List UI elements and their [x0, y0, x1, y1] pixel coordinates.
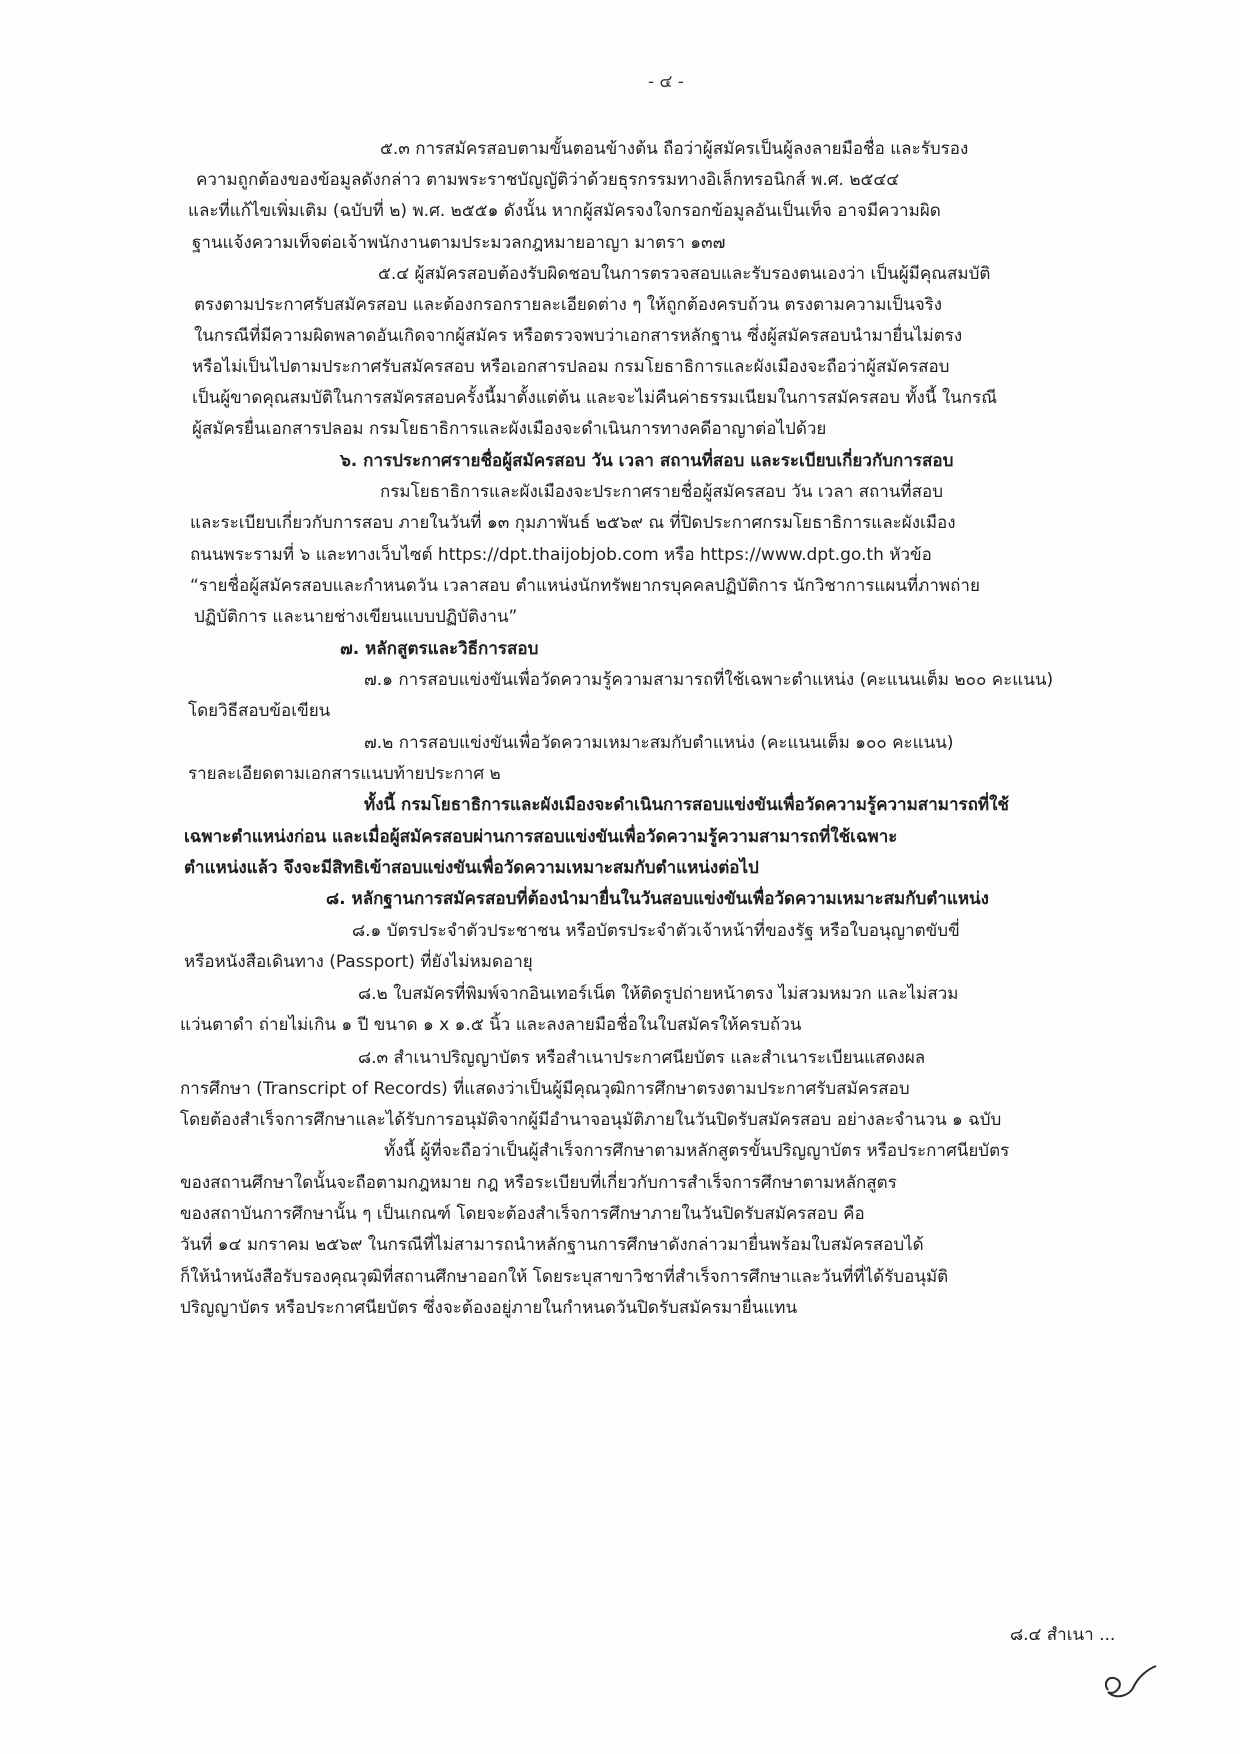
text-line: โดยต้องสำเร็จการศึกษาและได้รับการอนุมัติจากผู้มีอำนาจอนุมัติภายในวันปิดรับสมัครสอบ อย่างละจำนวน ๑ ฉบับ — [180, 1110, 1002, 1130]
text-line: รายละเอียดตามเอกสารแนบท้ายประกาศ ๒ — [188, 764, 501, 784]
text-line: ทั้งนี้ ผู้ที่จะถือว่าเป็นผู้สำเร็จการศึกษาตามหลักสูตรขั้นปริญญาบัตร หรือประกาศนียบัตร — [384, 1141, 1010, 1161]
continuation-note: ๘.๔ สำเนา ... — [1010, 1625, 1116, 1645]
text-line: ปฏิบัติการ และนายช่างเขียนแบบปฏิบัติงาน” — [194, 607, 518, 627]
text-line: ๕.๔ ผู้สมัครสอบต้องรับผิดชอบในการตรวจสอบและรับรองตนเองว่า เป็นผู้มีคุณสมบัติ — [378, 264, 991, 284]
text-line: ทั้งนี้ กรมโยธาธิการและผังเมืองจะดำเนินการสอบแข่งขันเพื่อวัดความรู้ความสามารถที่ใช้ — [364, 795, 1009, 815]
text-line: ผู้สมัครยื่นเอกสารปลอม กรมโยธาธิการและผังเมืองจะดำเนินการทางคดีอาญาต่อไปด้วย — [192, 419, 827, 439]
text-line: ๗.๑ การสอบแข่งขันเพื่อวัดความรู้ความสามารถที่ใช้เฉพาะตำแหน่ง (คะแนนเต็ม ๒๐๐ คะแนน) — [364, 670, 1054, 690]
text-line: ฐานแจ้งความเท็จต่อเจ้าพนักงานตามประมวลกฎหมายอาญา มาตรา ๑๓๗ — [192, 233, 726, 253]
text-line: ๕.๓ การสมัครสอบตามขั้นตอนข้างต้น ถือว่าผู้สมัครเป็นผู้ลงลายมือชื่อ และรับรอง — [380, 139, 969, 159]
text-line: “รายชื่อผู้สมัครสอบและกำหนดวัน เวลาสอบ ตำแหน่งนักทรัพยากรบุคคลปฏิบัติการ นักวิชาการแผนที่ภาพถ่าย — [190, 576, 980, 596]
text-line: โดยวิธีสอบข้อเขียน — [188, 701, 331, 721]
text-line: ความถูกต้องของข้อมูลดังกล่าว ตามพระราชบัญญัติว่าด้วยธุรกรรมทางอิเล็กทรอนิกส์ พ.ศ. ๒๕๔๔ — [196, 170, 900, 190]
text-line: การศึกษา (Transcript of Records) ที่แสดงว่าเป็นผู้มีคุณวุฒิการศึกษาตรงตามประกาศรับสมัครสอบ — [180, 1079, 910, 1099]
handwritten-initials — [1100, 1660, 1160, 1704]
text-line: ๖. การประกาศรายชื่อผู้สมัครสอบ วัน เวลา สถานที่สอบ และระเบียบเกี่ยวกับการสอบ — [340, 451, 954, 471]
text-line: ของสถานศึกษาใดนั้นจะถือตามกฎหมาย กฎ หรือระเบียบที่เกี่ยวกับการสำเร็จการศึกษาตามหลักสูตร — [180, 1173, 897, 1193]
text-line: และระเบียบเกี่ยวกับการสอบ ภายในวันที่ ๑๓ กุมภาพันธ์ ๒๕๖๙ ณ ที่ปิดประกาศกรมโยธาธิการและผังเมือง — [190, 513, 956, 533]
text-line: หรือไม่เป็นไปตามประกาศรับสมัครสอบ หรือเอกสารปลอม กรมโยธาธิการและผังเมืองจะถือว่าผู้สมัครสอบ — [192, 357, 950, 377]
text-line: วันที่ ๑๔ มกราคม ๒๕๖๙ ในกรณีที่ไม่สามารถนำหลักฐานการศึกษาดังกล่าวมายื่นพร้อมใบสมัครสอบได้ — [180, 1235, 924, 1255]
text-line: ก็ให้นำหนังสือรับรองคุณวุฒิที่สถานศึกษาออกให้ โดยระบุสาขาวิชาที่สำเร็จการศึกษาและวันที่ที่ได้รับอนุมัติ — [180, 1267, 949, 1287]
text-line: ๘.๒ ใบสมัครที่พิมพ์จากอินเทอร์เน็ต ให้ติดรูปถ่ายหน้าตรง ไม่สวมหมวก และไม่สวม — [358, 984, 959, 1004]
text-line: แว่นตาดำ ถ่ายไม่เกิน ๑ ปี ขนาด ๑ x ๑.๕ นิ้ว และลงลายมือชื่อในใบสมัครให้ครบถ้วน — [180, 1015, 802, 1035]
text-line: ของสถาบันการศึกษานั้น ๆ เป็นเกณฑ์ โดยจะต้องสำเร็จการศึกษาภายในวันปิดรับสมัครสอบ คือ — [180, 1204, 865, 1224]
text-line: เฉพาะตำแหน่งก่อน และเมื่อผู้สมัครสอบผ่านการสอบแข่งขันเพื่อวัดความรู้ความสามารถที่ใช้เฉพาะ — [184, 827, 898, 847]
text-line: กรมโยธาธิการและผังเมืองจะประกาศรายชื่อผู้สมัครสอบ วัน เวลา สถานที่สอบ — [380, 482, 943, 502]
text-line: หรือหนังสือเดินทาง (Passport) ที่ยังไม่หมดอายุ — [184, 952, 533, 972]
text-line: เป็นผู้ขาดคุณสมบัติในการสมัครสอบครั้งนี้มาตั้งแต่ต้น และจะไม่คืนค่าธรรมเนียมในการสมัครสอบ ทั้งนี้ ในกรณี — [192, 388, 997, 408]
text-line: ๗. หลักสูตรและวิธีการสอบ — [340, 639, 539, 659]
text-line: และที่แก้ไขเพิ่มเติม (ฉบับที่ ๒) พ.ศ. ๒๕๕๑ ดังนั้น หากผู้สมัครจงใจกรอกข้อมูลอันเป็นเท็จ อาจมีความผิด — [188, 201, 941, 221]
text-line: ปริญญาบัตร หรือประกาศนียบัตร ซึ่งจะต้องอยู่ภายในกำหนดวันปิดรับสมัครมายื่นแทน — [180, 1298, 798, 1318]
text-line: ตรงตามประกาศรับสมัครสอบ และต้องกรอกรายละเอียดต่าง ๆ ให้ถูกต้องครบถ้วน ตรงตามความเป็นจริง — [194, 295, 943, 315]
text-line: ๘. หลักฐานการสมัครสอบที่ต้องนำมายื่นในวันสอบแข่งขันเพื่อวัดความเหมาะสมกับตำแหน่ง — [326, 889, 989, 909]
text-line: ๘.๓ สำเนาปริญญาบัตร หรือสำเนาประกาศนียบัตร และสำเนาระเบียนแสดงผล — [358, 1048, 926, 1068]
text-line: ๘.๑ บัตรประจำตัวประชาชน หรือบัตรประจำตัวเจ้าหน้าที่ของรัฐ หรือใบอนุญาตขับขี่ — [352, 921, 960, 941]
text-line: ตำแหน่งแล้ว จึงจะมีสิทธิเข้าสอบแข่งขันเพื่อวัดความเหมาะสมกับตำแหน่งต่อไป — [184, 858, 759, 878]
page-number: - ๔ - — [648, 72, 684, 92]
text-line: ๗.๒ การสอบแข่งขันเพื่อวัดความเหมาะสมกับตำแหน่ง (คะแนนเต็ม ๑๐๐ คะแนน) — [364, 733, 954, 753]
text-line: ถนนพระรามที่ ๖ และทางเว็บไซต์ https://dpt.thaijobjob.com หรือ https://www.dpt.go.th หัวข้อ — [190, 545, 932, 565]
text-line: ในกรณีที่มีความผิดพลาดอันเกิดจากผู้สมัคร หรือตรวจพบว่าเอกสารหลักฐาน ซึ่งผู้สมัครสอบนำมายื่นไม่ตรง — [194, 326, 963, 346]
